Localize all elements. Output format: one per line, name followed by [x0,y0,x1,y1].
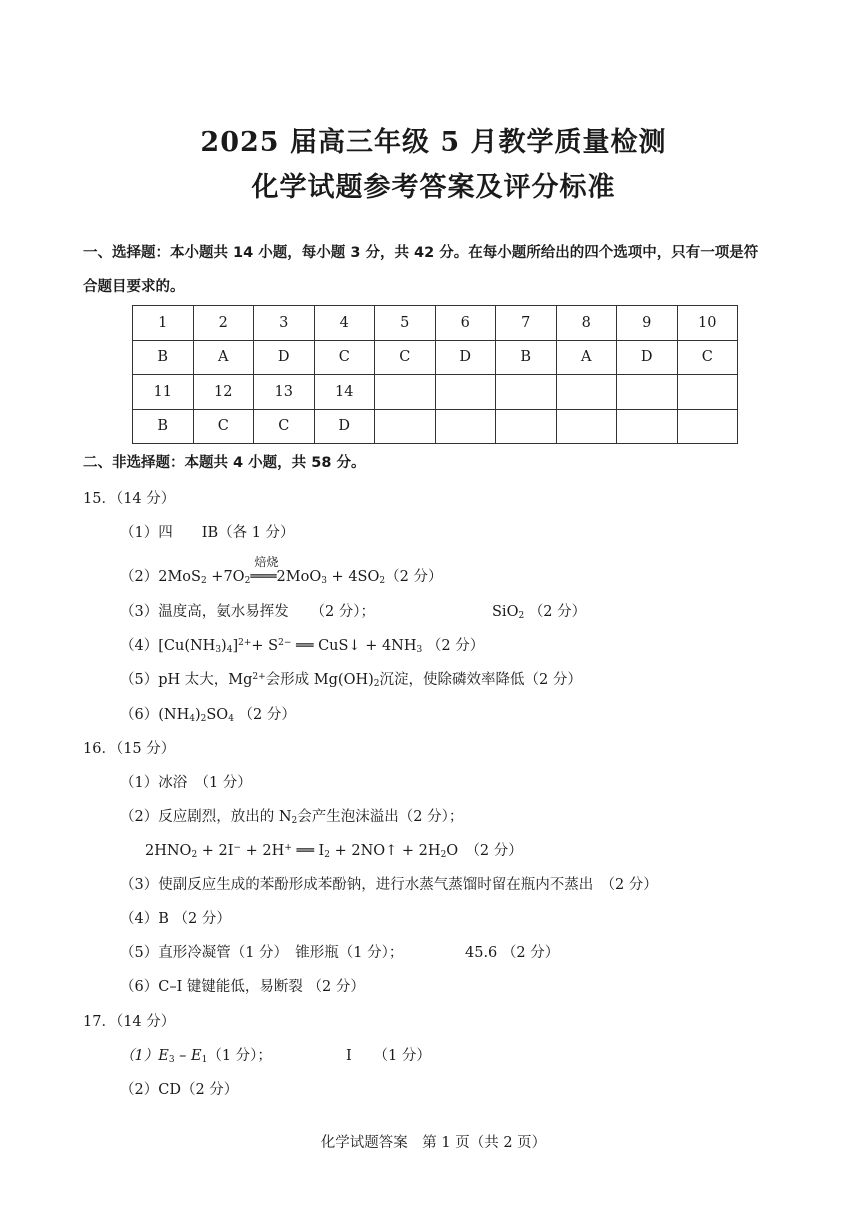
q16-part4: （4）B （2 分） [120,911,231,927]
table-cell: 2 [193,306,254,341]
q16-part3: （3）使副反应生成的苯酚形成苯酚钠，进行水蒸气蒸馏时留在瓶内不蒸出 （2 分） [120,877,658,893]
table-cell [556,375,617,410]
table-cell [496,375,557,410]
q16-part5: （5）直形冷凝管（1 分） 锥形瓶（1 分）； [120,945,404,961]
q16-part5-b: 45.6 （2 分） [465,945,560,961]
q17-part1: $(1)E_3 - E_1(1$ 分）； [120,1048,272,1065]
q15-part3: （3）温度高，氨水易挥发 （2 分）； [120,604,376,620]
q15-part5: （5）pH 太大，$Mg^{2+}$会形成 $Mg(OH)_2$沉淀，使除磷效率降低（2 分） [120,672,582,689]
page-footer: 化学试题答案 第 1 页（共 2 页） [320,1135,547,1151]
q15-part2: $(2)2MoS_2 +7O_2$ 焙烧 ═══2MoO$_3$ + $4SO_2(2$ 分） [120,555,443,586]
table-cell [556,409,617,444]
table-row [133,306,738,341]
table-cell: D [435,340,496,375]
q15-part4: $(4)[Cu(NH_3)_4]^{2+}+ S^{2-}$ ══ CuS↓ + $4NH_3$ （2 分） [120,638,485,655]
q15-part1: （1）四 IB（各 1 分） [120,525,295,541]
q15-part6: $(6)(NH_4)_2SO_4$ （2 分） [120,707,296,724]
table-cell [375,409,436,444]
page-title: 2025 届高三年级 5 月教学质量检测 [200,127,667,158]
table-cell [617,409,678,444]
table-cell: D [314,409,375,444]
section1-line2: 合题目要求的。 [83,279,185,295]
q17-part1-b: I （1 分） [346,1048,431,1064]
table-cell: A [193,340,254,375]
q17-heading: 17．（14 分） [83,1014,176,1030]
table-cell: C [193,409,254,444]
section1-line1: 一、选择题：本小题共 14 小题，每小题 3 分，共 42 分。在每小题所给出的四个选项中，只有一项是符 [83,245,759,261]
table-cell: 1 [133,306,194,341]
q16-part2: （2）反应剧烈，放出的 $N_2$会产生泡沫溢出（2 分）； [120,809,464,826]
table-cell: 6 [435,306,496,341]
table-cell [677,409,738,444]
table-cell: D [617,340,678,375]
q16-heading: 16．（15 分） [83,741,176,757]
section2-heading: 二、非选择题：本题共 4 小题，共 58 分。 [83,455,366,471]
table-cell: C [375,340,436,375]
table-cell: 9 [617,306,678,341]
page-subtitle: 化学试题参考答案及评分标准 [251,172,616,203]
table-cell: 10 [677,306,738,341]
table-cell: 4 [314,306,375,341]
table-cell: D [254,340,315,375]
table-cell: B [133,409,194,444]
reaction-condition: 焙烧 ═══ [250,555,279,585]
table-cell: 7 [496,306,557,341]
q16-part6: （6）C–I 键键能低，易断裂 （2 分） [120,979,365,995]
table-cell [435,409,496,444]
table-cell: 11 [133,375,194,410]
table-cell [375,375,436,410]
table-cell: 8 [556,306,617,341]
q16-part1: （1）冰浴 （1 分） [120,775,252,791]
answer-table [132,305,738,444]
table-cell [496,409,557,444]
table-cell: A [556,340,617,375]
table-row [133,375,738,410]
table-cell [435,375,496,410]
table-cell: B [133,340,194,375]
q16-equation: $2HNO_2 + 2I^- + 2H^+$ ══ $I_2$ + 2NO↑ + $2H_2O$ （2 分） [145,843,523,860]
q17-part2: （2）CD（2 分） [120,1082,239,1098]
table-cell: B [496,340,557,375]
table-cell [617,375,678,410]
q15-part3-b: SiO$_2$ （2 分） [492,604,587,621]
table-cell: 14 [314,375,375,410]
section1-instructions [83,236,783,304]
table-cell: 5 [375,306,436,341]
table-cell: 12 [193,375,254,410]
table-cell: C [314,340,375,375]
table-row [133,340,738,375]
table-cell: C [677,340,738,375]
table-cell: C [254,409,315,444]
table-cell: 3 [254,306,315,341]
table-row [133,409,738,444]
table-cell: 13 [254,375,315,410]
q15-heading: 15．（14 分） [83,491,176,507]
table-cell [677,375,738,410]
